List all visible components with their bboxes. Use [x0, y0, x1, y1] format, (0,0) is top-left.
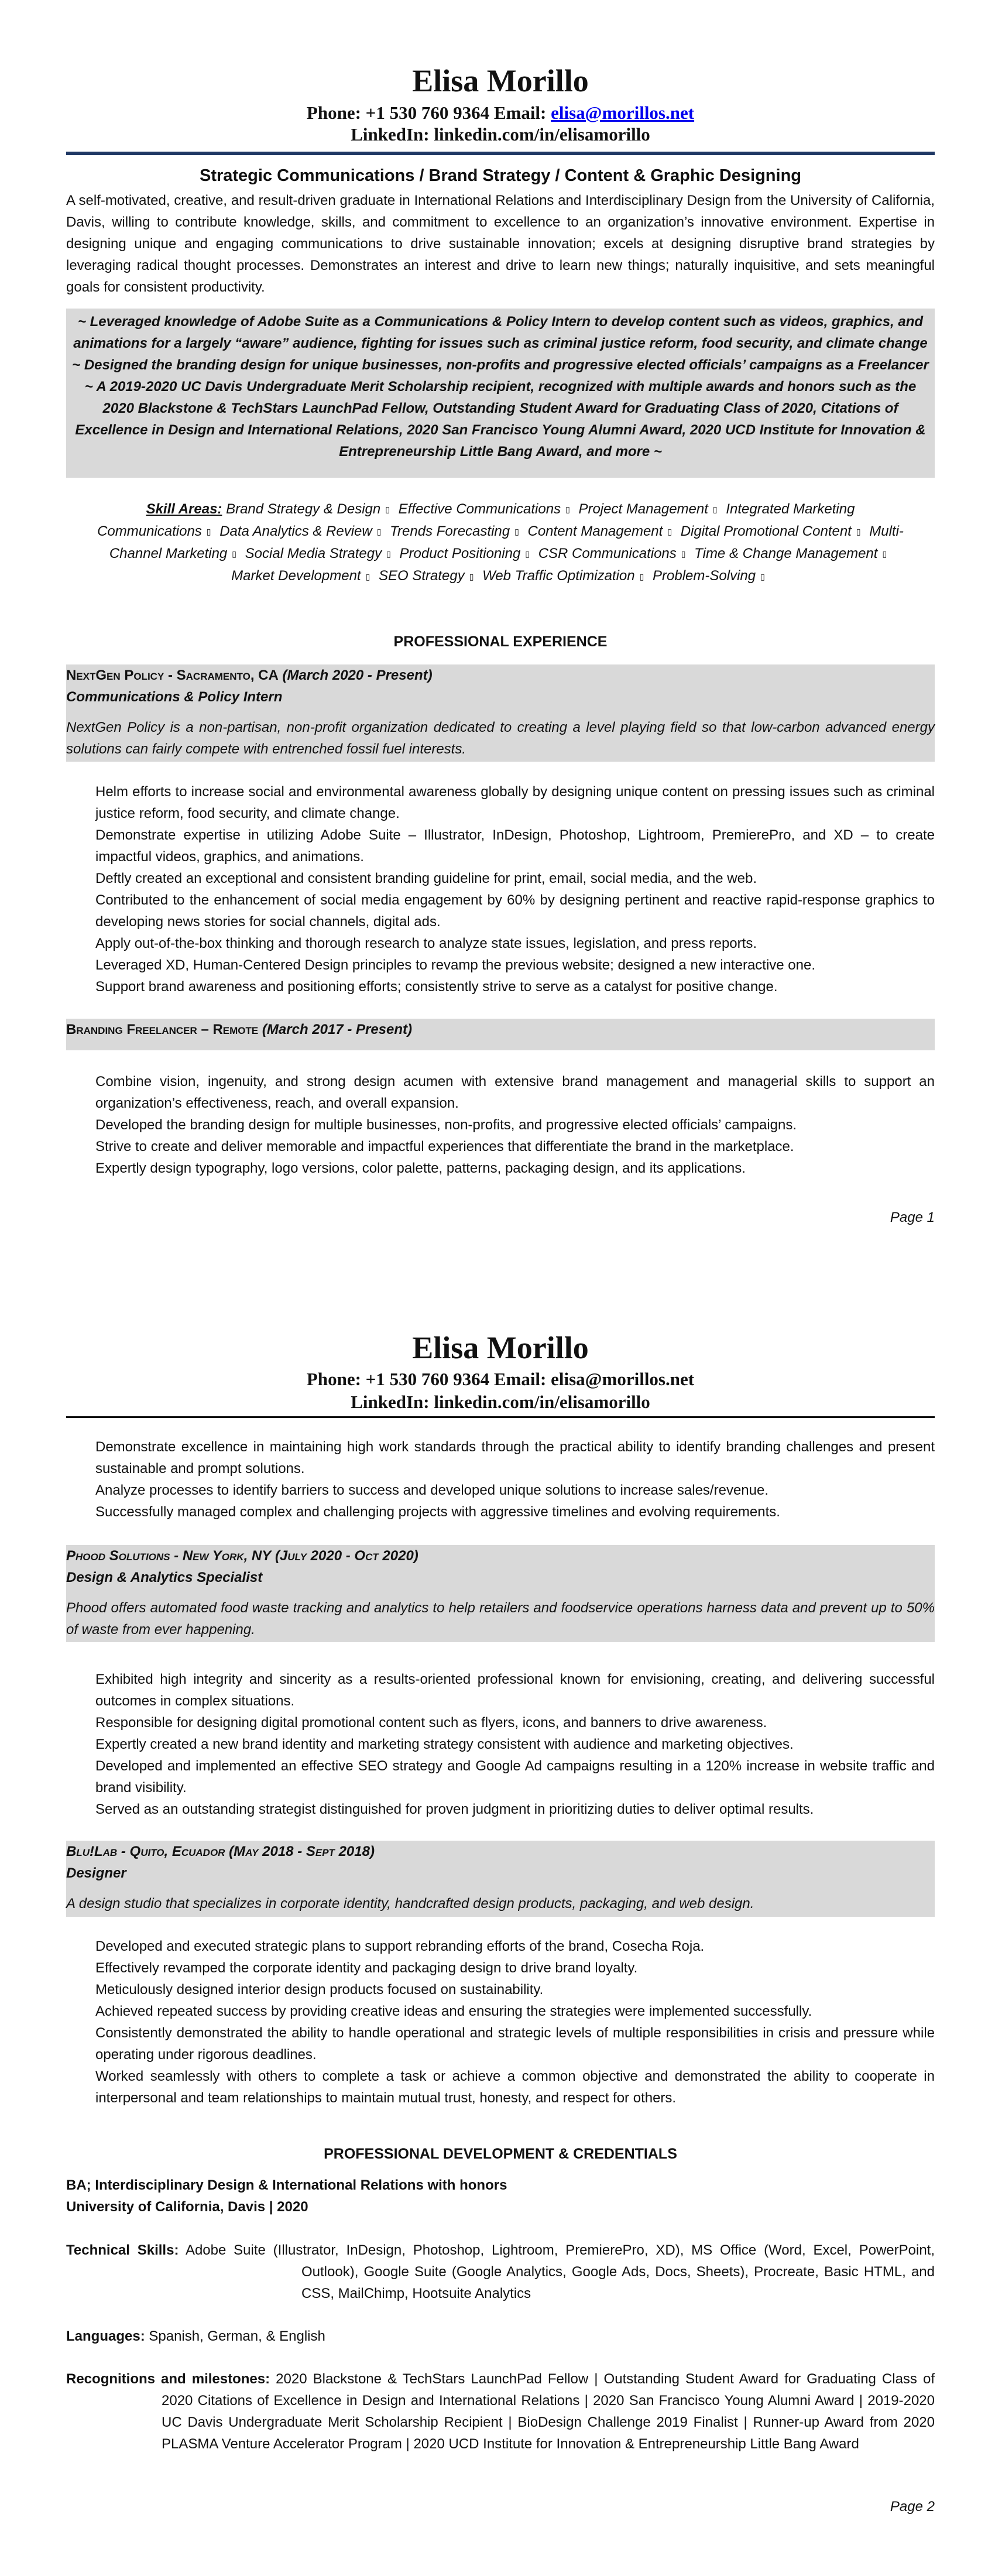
separator-icon: ▯ [882, 549, 887, 559]
skill-item: Content Management [527, 523, 663, 540]
company: Phood Solutions - New York, NY [66, 1548, 272, 1564]
separator-icon: ▯ [760, 571, 765, 581]
skill-item: Problem-Solving [653, 568, 756, 584]
role: Communications & Policy Intern [66, 689, 283, 705]
candidate-name: Elisa Morillo [412, 63, 589, 98]
section-title-credentials: PROFESSIONAL DEVELOPMENT & CREDENTIALS [324, 2146, 677, 2162]
candidate-name: Elisa Morillo [412, 1330, 589, 1365]
degree: BA; Interdisciplinary Design & International Relations with honors [66, 2177, 507, 2193]
job-header-phood [66, 1545, 935, 1642]
skill-item: Digital Promotional Content [680, 523, 852, 540]
skill-item: Data Analytics & Review [219, 523, 372, 540]
skill-item: Multi-Channel Marketing [109, 523, 904, 562]
separator-icon: ▯ [365, 571, 370, 581]
skill-areas-label: Skill Areas: [146, 501, 222, 517]
separator-icon: ▯ [376, 527, 382, 537]
bullet-list [95, 1071, 935, 1179]
dates: (May 2018 - Sept 2018) [229, 1844, 375, 1859]
bullet-item: Support brand awareness and positioning efforts; consistently strive to serve as a catalyst for positive change. [95, 979, 778, 995]
linkedin: LinkedIn: linkedin.com/in/elisamorillo [351, 1392, 650, 1412]
skill-item: Integrated Marketing Communications [97, 501, 855, 540]
company-description: A design studio that specializes in corporate identity, handcrafted design products, packaging, and web design. [66, 1896, 754, 1912]
bullet-list [95, 1436, 935, 1523]
languages [66, 2325, 935, 2347]
bullet-item: Contributed to the enhancement of social media engagement by 60% by designing pertinent and reactive rapid-response graphics to developing news stories for social channels, digital ads. [95, 892, 935, 930]
page-number: Page 1 [890, 1210, 935, 1225]
recognitions [66, 2368, 935, 2455]
company: Blu!Lab - Quito, Ecuador [66, 1844, 225, 1859]
bullet-item: Meticulously designed interior design products focused on sustainability. [95, 1982, 544, 1998]
bullet-item: Served as an outstanding strategist distinguished for proven judgment in prioritizing duties to deliver optimal results. [95, 1801, 814, 1817]
dates: (March 2017 - Present) [262, 1022, 413, 1037]
highlights-box: ~ Leveraged knowledge of Adobe Suite as a Communications & Policy Intern to develop content such as videos, graphics, and animations for a largely “aware” audience, fighting for issues such as criminal justice reform, food security, and climate change ~ Designed the branding design for unique businesses, non-profits and progressive elected officials’ campaigns as a Freelancer ~ A 2019-2020 UC Davis Undergraduate Merit Scholarship recipient, recognized with multiple awards and honors such as the 2020 Blackstone & TechStars LaunchPad Fellow, Outstanding Student Award for Graduating Class of 2020, Citations of Excellence in Design and International Relations, 2020 San Francisco Young Alumni Award, 2020 UCD Institute for Innovation & Entrepreneurship Little Bang Award, and more ~ [66, 309, 935, 478]
bullet-item: Developed the branding design for multiple businesses, non-profits, and progressive elected officials’ campaigns. [95, 1117, 797, 1133]
dates: (July 2020 - Oct 2020) [275, 1548, 418, 1564]
bullet-item: Effectively revamped the corporate identity and packaging design to drive brand loyalty. [95, 1960, 638, 1976]
skill-item: Brand Strategy & Design [226, 501, 381, 517]
separator-icon: ▯ [856, 527, 861, 537]
separator-icon: ▯ [386, 549, 391, 559]
company: NextGen Policy - Sacramento, CA [66, 667, 279, 683]
skill-item: CSR Communications [538, 546, 677, 562]
section-title-experience: PROFESSIONAL EXPERIENCE [393, 633, 608, 650]
job-header-nextgen [66, 664, 935, 762]
languages-label: Languages: [66, 2328, 145, 2344]
bullet-item: Responsible for designing digital promotional content such as flyers, icons, and banners to drive awareness. [95, 1715, 767, 1731]
separator-icon: ▯ [525, 549, 530, 559]
bullet-item: Helm efforts to increase social and environmental awareness globally by designing unique content on pressing issues such as criminal justice reform, food security, and climate change. [95, 784, 935, 821]
skill-item: Web Traffic Optimization [482, 568, 635, 584]
skill-item: Time & Change Management [694, 546, 878, 562]
company-description: NextGen Policy is a non-partisan, non-profit organization dedicated to creating a level playing field so that low-carbon advanced energy solutions can fairly compete with entrenched fossil fuel interests. [66, 720, 935, 757]
bullet-list [95, 1669, 935, 1820]
separator-icon: ▯ [514, 527, 519, 537]
role: Design & Analytics Specialist [66, 1570, 263, 1585]
company: Branding Freelancer – Remote [66, 1022, 259, 1037]
education [66, 2174, 935, 2218]
email-link[interactable]: elisa@morillos.net [551, 102, 695, 123]
separator-icon: ▯ [712, 505, 718, 515]
separator-icon: ▯ [232, 549, 236, 559]
bullet-item: Expertly design typography, logo versions, color palette, patterns, packaging design, and its applications. [95, 1160, 746, 1176]
contact-line [66, 1368, 935, 1390]
bullet-item: Combine vision, ingenuity, and strong design acumen with extensive brand management and managerial skills to support an organization’s effectiveness, reach, and overall expansion. [95, 1074, 935, 1111]
phone-label: Phone: +1 530 760 9364 Email: [306, 1369, 551, 1389]
headline: Strategic Communications / Brand Strategy / Content & Graphic Designing [199, 166, 802, 185]
company-description: Phood offers automated food waste tracking and analytics to help retailers and foodservice operations harness data and prevent up to 50% of waste from ever happening. [66, 1600, 935, 1638]
languages-text: Spanish, German, & English [149, 2328, 325, 2344]
header-divider [66, 1416, 935, 1418]
recognitions-label: Recognitions and milestones: [66, 2371, 270, 2387]
bullet-item: Analyze processes to identify barriers to success and developed unique solutions to increase sales/revenue. [95, 1482, 768, 1498]
bullet-item: Strive to create and deliver memorable and impactful experiences that differentiate the brand in the marketplace. [95, 1139, 794, 1155]
skill-item: Project Management [578, 501, 708, 517]
summary: A self-motivated, creative, and result-driven graduate in International Relations and Interdisciplinary Design from the University of California, Davis, willing to contribute knowledge, skills, and commitment to excellence to an organization’s innovative environment. Expertise in designing unique and engaging communications to drive sustainable innovation; excels at designing disruptive brand strategies by leveraging radical thought processes. Demonstrates an interest and drive to learn new things; naturally inquisitive, and sets meaningful goals for consistent productivity. [66, 193, 935, 295]
skill-item: Market Development [231, 568, 361, 584]
skill-item: Effective Communications [398, 501, 561, 517]
bullet-item: Leveraged XD, Human-Centered Design principles to revamp the previous website; designed a new interactive one. [95, 957, 816, 973]
bullet-item: Exhibited high integrity and sincerity as a results-oriented professional known for envisioning, creating, and delivering successful outcomes in complex situations. [95, 1671, 935, 1709]
bullet-item: Developed and executed strategic plans to support rebranding efforts of the brand, Cosecha Roja. [95, 1938, 705, 1954]
recognitions-text: 2020 Blackstone & TechStars LaunchPad Fellow | Outstanding Student Award for Graduating Class of 2020 Citations of Excellence in Design and International Relations | 2020 San Francisco Young Alumni Award | 2019-2020 UC Davis Undergraduate Merit Scholarship Recipient | BioDesign Challenge 2019 Finalist | Runner-up Award from 2020 PLASMA Venture Accelerator Program | 2020 UCD Institute for Innovation & Entrepreneurship Little Bang Award [162, 2371, 935, 2452]
skill-areas [66, 498, 935, 588]
separator-icon: ▯ [639, 571, 644, 581]
linkedin: LinkedIn: linkedin.com/in/elisamorillo [351, 124, 650, 145]
header-divider [66, 152, 935, 155]
page-number: Page 2 [890, 2499, 935, 2515]
skill-item: SEO Strategy [378, 568, 465, 584]
separator-icon: ▯ [206, 527, 211, 537]
technical-skills-label: Technical Skills: [66, 2242, 179, 2258]
bullet-item: Demonstrate excellence in maintaining high work standards through the practical ability to identify branding challenges and present sustainable and prompt solutions. [95, 1439, 935, 1477]
bullet-item: Achieved repeated success by providing creative ideas and ensuring the strategies were implemented successfully. [95, 2003, 812, 2019]
separator-icon: ▯ [681, 549, 686, 559]
skill-item: Trends Forecasting [390, 523, 510, 540]
job-header-blulab [66, 1841, 935, 1917]
bullet-item: Consistently demonstrated the ability to handle operational and strategic levels of multiple responsibilities in crisis and pressure while operating under rigorous deadlines. [95, 2025, 935, 2063]
bullet-item: Successfully managed complex and challenging projects with aggressive timelines and evolving requirements. [95, 1504, 780, 1520]
bullet-list [95, 1936, 935, 2109]
email-text: elisa@morillos.net [551, 1369, 695, 1389]
separator-icon: ▯ [469, 571, 474, 581]
role: Designer [66, 1865, 126, 1881]
bullet-item: Deftly created an exceptional and consistent branding guideline for print, email, social media, and the web. [95, 871, 757, 886]
bullet-item: Worked seamlessly with others to complete a task or achieve a common objective and demonstrated the ability to cooperate in interpersonal and team relationships to maintain mutual trust, honesty, and respect for others. [95, 2068, 935, 2106]
bullet-list [95, 781, 935, 998]
school: University of California, Davis | 2020 [66, 2199, 308, 2215]
bullet-item: Expertly created a new brand identity and marketing strategy consistent with audience and marketing objectives. [95, 1736, 794, 1752]
separator-icon: ▯ [667, 527, 673, 537]
job-header-freelancer [66, 1019, 935, 1050]
separator-icon: ▯ [385, 505, 390, 515]
contact-line [66, 102, 935, 124]
phone-label: Phone: +1 530 760 9364 Email: [306, 102, 551, 123]
skill-item: Social Media Strategy [245, 546, 382, 562]
bullet-item: Developed and implemented an effective SEO strategy and Google Ad campaigns resulting in a 120% increase in website traffic and brand visibility. [95, 1758, 935, 1796]
separator-icon: ▯ [565, 505, 570, 515]
bullet-item: Apply out-of-the-box thinking and thorough research to analyze state issues, legislation, and press reports. [95, 936, 757, 951]
technical-skills-text: Adobe Suite (Illustrator, InDesign, Photoshop, Lightroom, PremierePro, XD), MS Office (Word, Excel, PowerPoint, Outlook), Google Suite (Google Analytics, Google Ads, Docs, Sheets), Procreate, Basic HTML, and CSS, MailChimp, Hootsuite Analytics [185, 2242, 935, 2301]
bullet-item: Demonstrate expertise in utilizing Adobe Suite – Illustrator, InDesign, Photoshop, Lightroom, PremierePro, and XD – to create impactful videos, graphics, and animations. [95, 827, 935, 865]
dates: (March 2020 - Present) [282, 667, 433, 683]
skill-item: Product Positioning [399, 546, 521, 562]
technical-skills [66, 2239, 935, 2304]
